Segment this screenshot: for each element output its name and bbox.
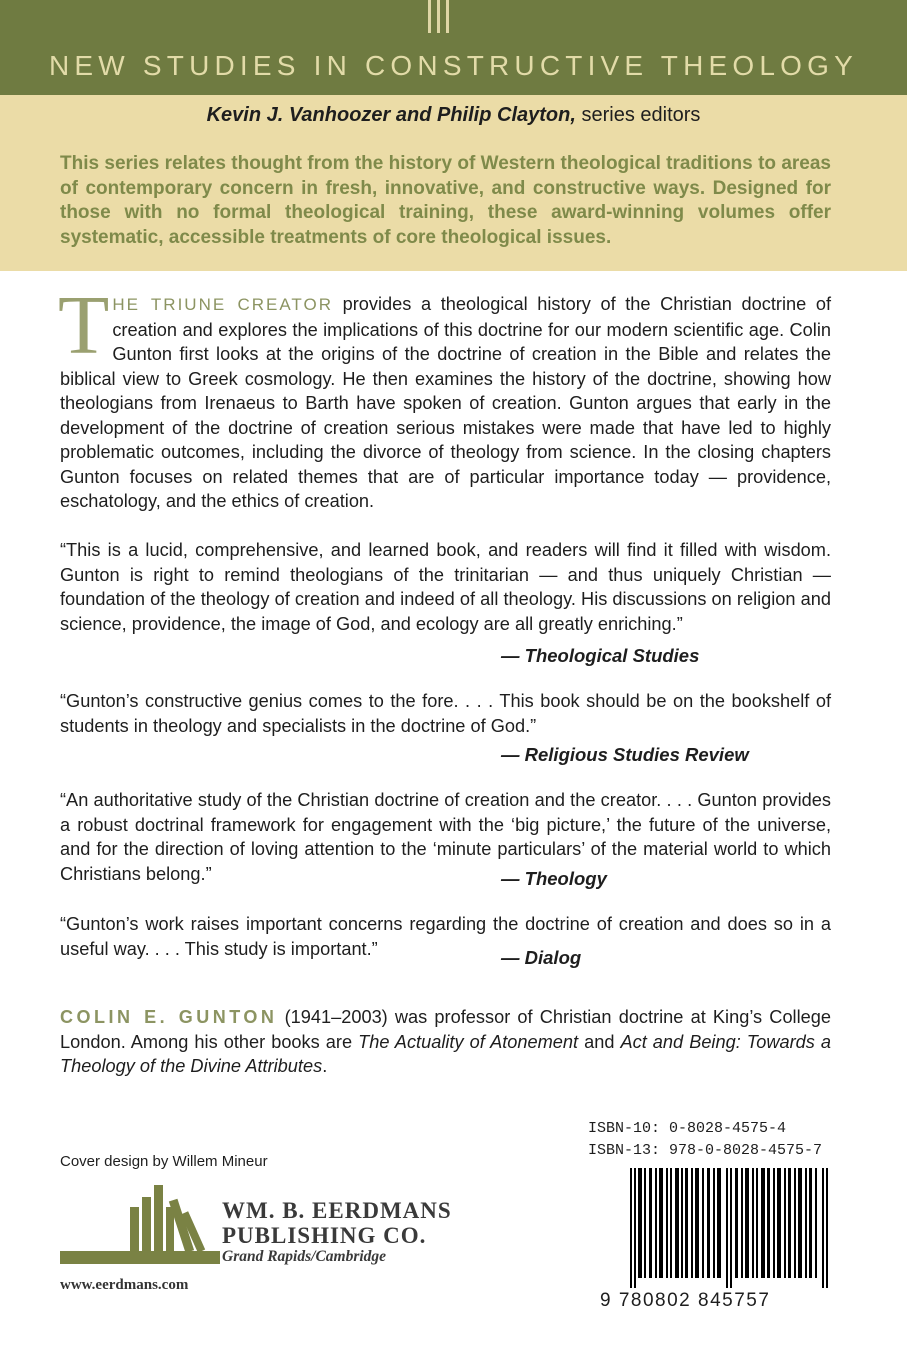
- drop-cap: T: [58, 279, 110, 372]
- book-title: HE TRIUNE CREATOR: [112, 295, 334, 314]
- publisher-location: Grand Rapids/Cambridge: [222, 1248, 387, 1265]
- series-header-band: [0, 0, 907, 95]
- isbn-13: ISBN-13: 978-0-8028-4575-7: [588, 1142, 823, 1159]
- series-title: NEW STUDIES IN CONSTRUCTIVE THEOLOGY: [49, 50, 858, 81]
- review-source: — Dialog: [501, 947, 582, 968]
- isbn-10: ISBN-10: 0-8028-4575-4: [588, 1120, 787, 1137]
- review-quote: “Gunton’s work raises important concerns regarding the doctrine of creation and does so in a useful way. . . . This study is important.”: [60, 914, 831, 959]
- author-bio-text: .: [322, 1056, 328, 1076]
- review-source: — Religious Studies Review: [501, 744, 749, 765]
- cover-credit: Cover design by Willem Mineur: [60, 1153, 268, 1170]
- publisher-website: www.eerdmans.com: [60, 1277, 189, 1293]
- review-quote: “This is a lucid, comprehensive, and learned book, and readers will find it filled with wisdom. Gunton is right to remind theologians of the trinitarian — and thus uniquely Christian — foundation of the theology of creation and indeed of all theology. His discussions on religion and science, providence, the image of God, and ecology are all greatly enriching.”: [60, 540, 831, 634]
- review-source: — Theological Studies: [501, 645, 700, 666]
- book-title-1: The Actuality of Atonement: [358, 1031, 579, 1052]
- description-text: provides a theological history of the Christian doctrine of creation and explores the implications of this doctrine for our modern scientific age. Colin Gunton first looks at the origins of the doctrine of creation in the Bible and relates the biblical view to Greek cosmology. He then examines the history of the doctrine, showing how theologians from Irenaeus to Barth have spoken of creation. Gunton argues that early in the development of the doctrine of creation serious mistakes were made that have led to highly problematic outcomes, including the divorce of theology from science. In the closing chapters Gunton focuses on related themes that are of particular importance today — providence, eschatology, and the ethics of creation.: [60, 294, 831, 511]
- book-title-2: Act and Being: Towards a Theology of the Divine Attributes: [60, 1031, 832, 1076]
- book-description: [58, 279, 831, 514]
- publisher-line: WM. B. EERDMANS: [222, 1198, 452, 1223]
- editors-role: series editors: [581, 104, 701, 126]
- review-quote: “An authoritative study of the Christian doctrine of creation and the creator. . . . Gunton provides a robust doctrinal framework for engagement with the ‘big picture,’ the future of the universe, and for the direction of loving attention to the ‘minute particulars’ of the material world to which Christians belong.”: [60, 790, 831, 884]
- editors-names: Kevin J. Vanhoozer and Philip Clayton,: [206, 104, 576, 126]
- series-description: This series relates thought from the history of Western theological traditions to areas of contemporary concern in fresh, innovative, and constructive ways. Designed for those with no formal theological training, these award-winning volumes offer systematic, accessible treatments of core theological issues.: [60, 153, 831, 248]
- barcode-number: 9 780802 845757: [600, 1290, 771, 1311]
- barcode-icon: [630, 1168, 832, 1288]
- series-editors: [0, 104, 907, 127]
- isbn-block: [588, 1118, 822, 1162]
- author-bio: [60, 1005, 831, 1079]
- author-name: COLIN E. GUNTON: [60, 1007, 278, 1027]
- review-quote: “Gunton’s constructive genius comes to the fore. . . . This book should be on the bookshelf of students in theology and specialists in the doctrine of God.”: [60, 691, 831, 736]
- publisher-name: [222, 1198, 452, 1266]
- author-bio-text: (1941–2003) was professor of Christian doctrine at King’s College London. Among his other books are: [60, 1007, 831, 1052]
- author-bio-text: and: [578, 1031, 621, 1052]
- series-mark: [428, 0, 449, 33]
- publisher-line: PUBLISHING CO.: [222, 1223, 427, 1248]
- review-source: — Theology: [501, 868, 607, 889]
- publisher-logo-icon: [60, 1185, 220, 1265]
